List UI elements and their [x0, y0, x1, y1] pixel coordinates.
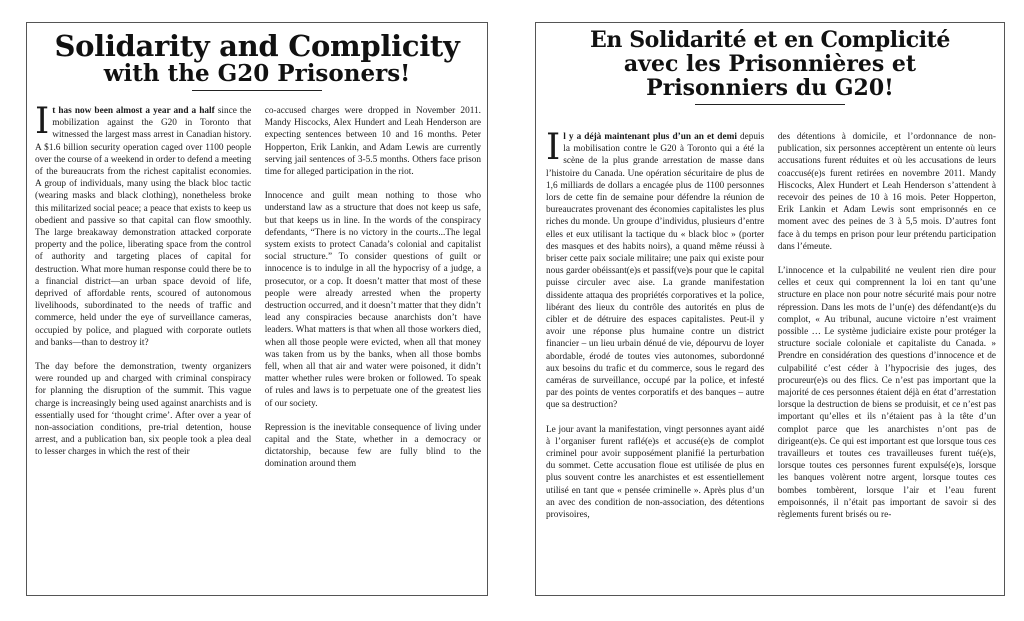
english-page: [26, 22, 488, 596]
english-paragraph-5: Repression is the inevitable consequence of living under capital and the State, whether in a democracy or dictatorship, because few are fully blind to the domination around them: [264, 422, 481, 470]
english-drop-cap: I: [35, 105, 50, 142]
english-lead-in: t has now been almost a year and a half: [52, 106, 215, 116]
french-paragraph-1-text: depuis la mobilisation contre le G20 à Toronto qui a été la scène de la plus grande arrestation de masse dans l’histoire du Canada. Une opération sécuritaire de plus de 1,6 milliards de dollars a encagée plus de 1100 personnes lors de cette fin de semaine pour défendre la réunion de bureaucrates provenant des économies capitalistes les plus riches du monde. Un groupe d’individus, plusieurs d’entre elles et eux utilisant la tactique du « black bloc » (porter des masques et des habits noirs), a quand même réussi à briser cette paix sociale militaire; une paix qui existe pour nous garder obéissant(e)s et passif(ve)s pour que le capital puisse circuler avec aise. La grande manifestation dissidente attaqua des propriétés corporatives et la police, libérant des lieux du contrôle des autorités en plus de cibler et de détruire des espaces capitalistes. Peut-il y avoir une réponse plus humaine contre un district financier – un lieu urbain dénué de vie, dépourvu de loyer abordable, érodé de toutes vies autonomes, subordonné aux besoins du trafic et du commerce, sous le regard des caméras de surveillance, occupé par la police, et infesté par des points de ventes corporatifs et des banques – autre que sa destruction?: [546, 132, 765, 411]
french-column-2: [778, 131, 996, 591]
english-column-2: [265, 105, 481, 591]
french-paragraph-1: [546, 131, 764, 412]
french-paragraph-4: L’innocence et la culpabilité ne veulent rien dire pour celles et ceux qui comprennent la loi en tant qu’une structure en place non pour notre sécurité mais pour notre répression. Dans les mots de l’un(e) des défendant(e)s du complot, « Au tribunal, aucune victoire n’est vraiment possible … Le système judiciaire existe pour protéger la structure sociale coloniale et capitaliste du Canada. » Prendre en considération des questions d’innocence et de culpabilité c’est céder à l’hypocrisie des juges, des procureur(e)s ou des flics. Ce n’est pas important que la majorité de ces personnes étaient déjà en état d’arrestation lorsque la destruction de biens se produisit, et ce n’est pas important qu’elles et ils n’étaient pas à la tête d’un complot parce que les anarchistes n’ont pas de dirigeant(e)s. Ce qui est important est que lorsque tous ces travailleurs et toutes ces travailleuses furent tué(e)s, lorsque toutes ces personnes furent expulsé(e)s, lorsque les banques volèrent notre argent, lorsque toutes ces bombes tombèrent, lorsque l’air et l’eau furent empoisonnés, il n’était pas important de savoir si des règlements furent brisés ou re-: [777, 266, 996, 521]
french-title: [536, 23, 1004, 100]
english-title-rule: [192, 90, 322, 91]
french-page: [535, 22, 1005, 596]
english-columns: [27, 105, 487, 591]
french-title-line-2: avec les Prisonnières et: [623, 50, 917, 77]
english-paragraph-1: [35, 105, 251, 349]
french-column-1: [546, 131, 764, 591]
french-title-line-3: Prisonniers du G20!: [646, 74, 894, 101]
english-paragraph-4: Innocence and guilt mean nothing to those who understand law as a structure that does not keep us safe, but that keeps us in line. In the words of the conspiracy defendants, “There is no victory in the courts...The legal system exists to protect Canada’s colonial and capitalist social structure.” To consider questions of guilt or innocence is to indulge in all the hypocrisy of a judge, a prosecutor, or a cop. It doesn’t matter that most of these people were already arrested when the property destruction occurred, and it doesn’t matter that they didn’t lead any conspiracies because anarchists don’t have leaders. What matters is that when all those workers died, when all those people were evicted, when all that money was taken from us by the banks, when all those bombs fell, when all that air and water were poisoned, it didn’t matter whether rules were broken or followed. To speak of rules and laws is to perpetuate one of the greatest lies of our society.: [264, 191, 481, 409]
french-drop-cap: I: [546, 131, 561, 168]
french-title-rule: [695, 104, 845, 105]
english-paragraph-1-text: since the mobilization against the G20 in Toronto that witnessed the largest mass arrest in Canadian history. A $1.6 billion security operation caged over 1100 people over the course of a weekend in order to defend a meeting of the bureaucrats from the richest capitalist economies. A group of individuals, many using the black bloc tactic (wearing masks and black clothing), nonetheless broke this militarized social peace; a peace that exists to keep us obedient and passive so that capital can flow smoothly. The large breakaway demonstration attacked corporate property and the police, liberating space from the control of authority and targeting places of capital for destruction. What more human response could there be to a financial district—an urban space devoid of life, deprived of affordable rents, scoured of autonomous livelihoods, subordinated to the needs of traffic and commerce, held under the eye of surveillance cameras, occupied by police, and plagued with corporate outlets and banks—than to destroy it?: [35, 106, 252, 348]
english-paragraph-3: co-accused charges were dropped in November 2011. Mandy Hiscocks, Alex Hundert and Leah Henderson are expecting sentences between 10 and 16 months. Peter Hopperton, Erik Lankin, and Adam Lewis are currently serving jail sentences of 3-5.5 months. Others face prison time for alleged participation in the riot.: [264, 106, 481, 178]
french-paragraph-3: des détentions à domicile, et l’ordonnance de non-publication, six personnes acceptèrent un entente où leurs accusations furent réduites et où les accusations de leurs coaccusé(e)s furent retirées en novembre 2011. Mandy Hiscocks, Alex Hundert et Leah Henderson s’attendent à recevoir des peines de 10 à 16 mois. Peter Hopperton, Erik Lankin et Adam Lewis sont emprisonnés en ce moment avec des peines de 3 à 5,5 mois. D’autres font face à du temps en prison pour leur prétendu participation dans l’émeute.: [777, 132, 996, 252]
french-paragraph-2: Le jour avant la manifestation, vingt personnes ayant aidé à l’organiser furent raflé(e)s et accusé(e)s de complot criminel pour avoir supposément planifié la perturbation du sommet. Cette accusation floue est utilisée de plus en plus souvent contre les anarchistes et est essentiellement utilisé en tant que « pensée criminelle ». Après plus d’un an avec des condition de non-association, des détentions provisoires,: [546, 424, 765, 521]
french-columns: [536, 131, 1004, 591]
english-title-line-2: with the G20 Prisoners!: [103, 60, 411, 88]
french-title-line-1: En Solidarité et en Complicité: [589, 27, 951, 53]
french-lead-in: l y a déjà maintenant plus d’un an et demi: [563, 132, 737, 142]
english-title-line-1: Solidarity and Complicity: [54, 29, 460, 63]
english-paragraph-2: The day before the demonstration, twenty organizers were rounded up and charged with criminal conspiracy for planning the disruption of the summit. This vague charge is increasingly being used against anarchists and is essentially used for ‘thought crime’. After over a year of non-association conditions, pre-trial detention, house arrest, and a publication ban, six people took a plea deal to lesser charges in which the rest of their: [35, 362, 252, 458]
english-column-1: [35, 105, 251, 591]
english-title: [27, 23, 487, 87]
